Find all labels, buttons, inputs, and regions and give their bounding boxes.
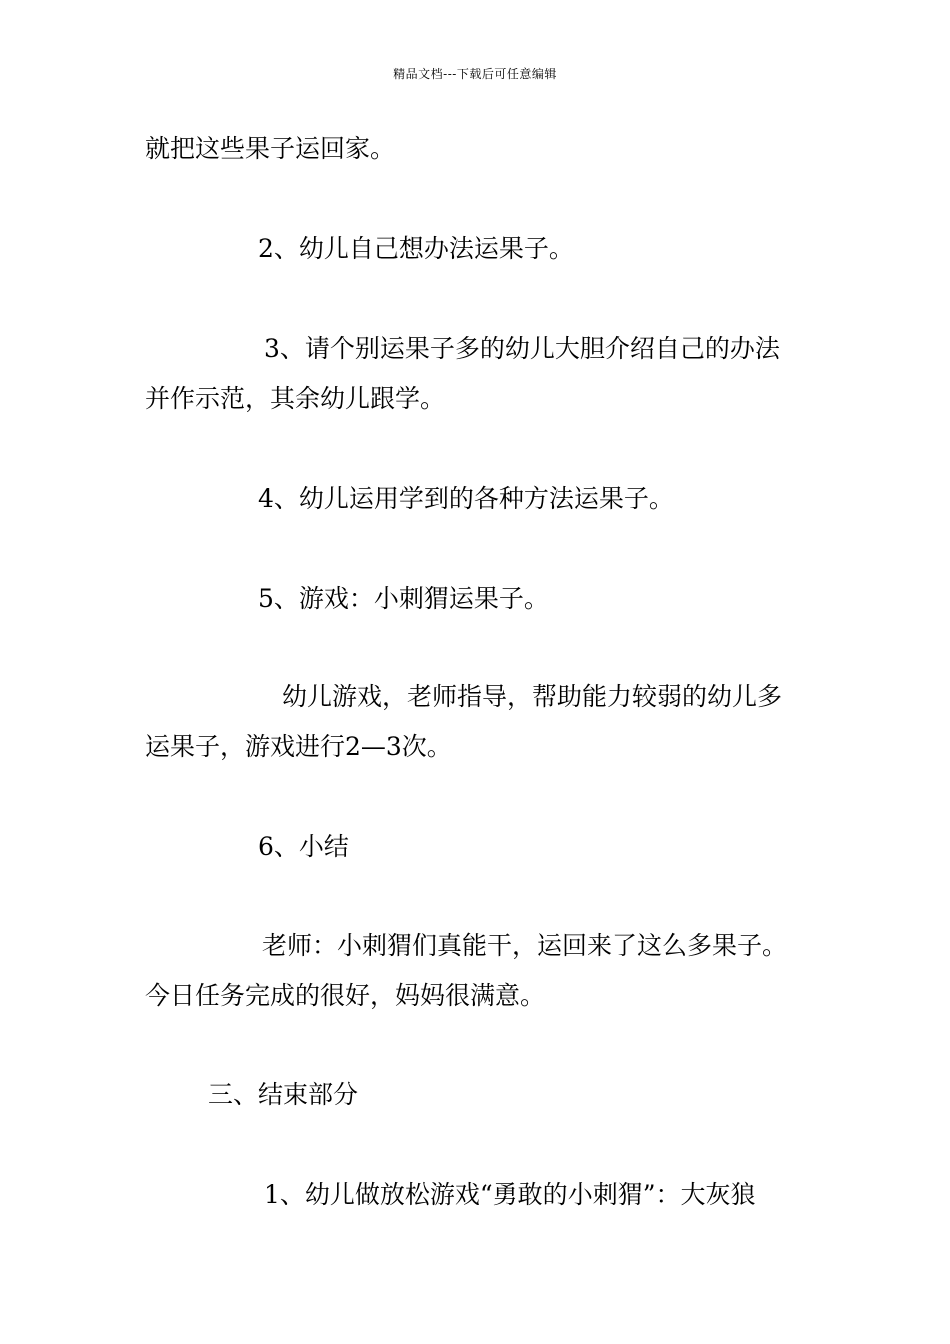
body-line: 运果子，游戏进行2—3次。 (145, 732, 452, 761)
body-line: 6、小结 (258, 832, 349, 861)
body-line: 2、幼儿自己想办法运果子。 (258, 234, 574, 263)
body-line: 4、幼儿运用学到的各种方法运果子。 (258, 484, 674, 513)
body-line: 并作示范，其余幼儿跟学。 (145, 384, 446, 413)
section-heading: 三、结束部分 (208, 1080, 359, 1109)
body-line: 5、游戏：小刺猬运果子。 (258, 584, 549, 613)
body-line: 就把这些果子运回家。 (145, 134, 396, 163)
page-header: 精品文档---下载后可任意编辑 (393, 67, 557, 81)
body-line: 3、请个别运果子多的幼儿大胆介绍自己的办法 (264, 334, 780, 363)
body-line: 1、幼儿做放松游戏“勇敢的小刺猬”：大灰狼 (264, 1180, 756, 1209)
body-line: 今日任务完成的很好，妈妈很满意。 (145, 981, 546, 1010)
body-line: 老师：小刺猬们真能干，运回来了这么多果子。 (262, 931, 788, 960)
body-line: 幼儿游戏，老师指导，帮助能力较弱的幼儿多 (282, 682, 783, 711)
